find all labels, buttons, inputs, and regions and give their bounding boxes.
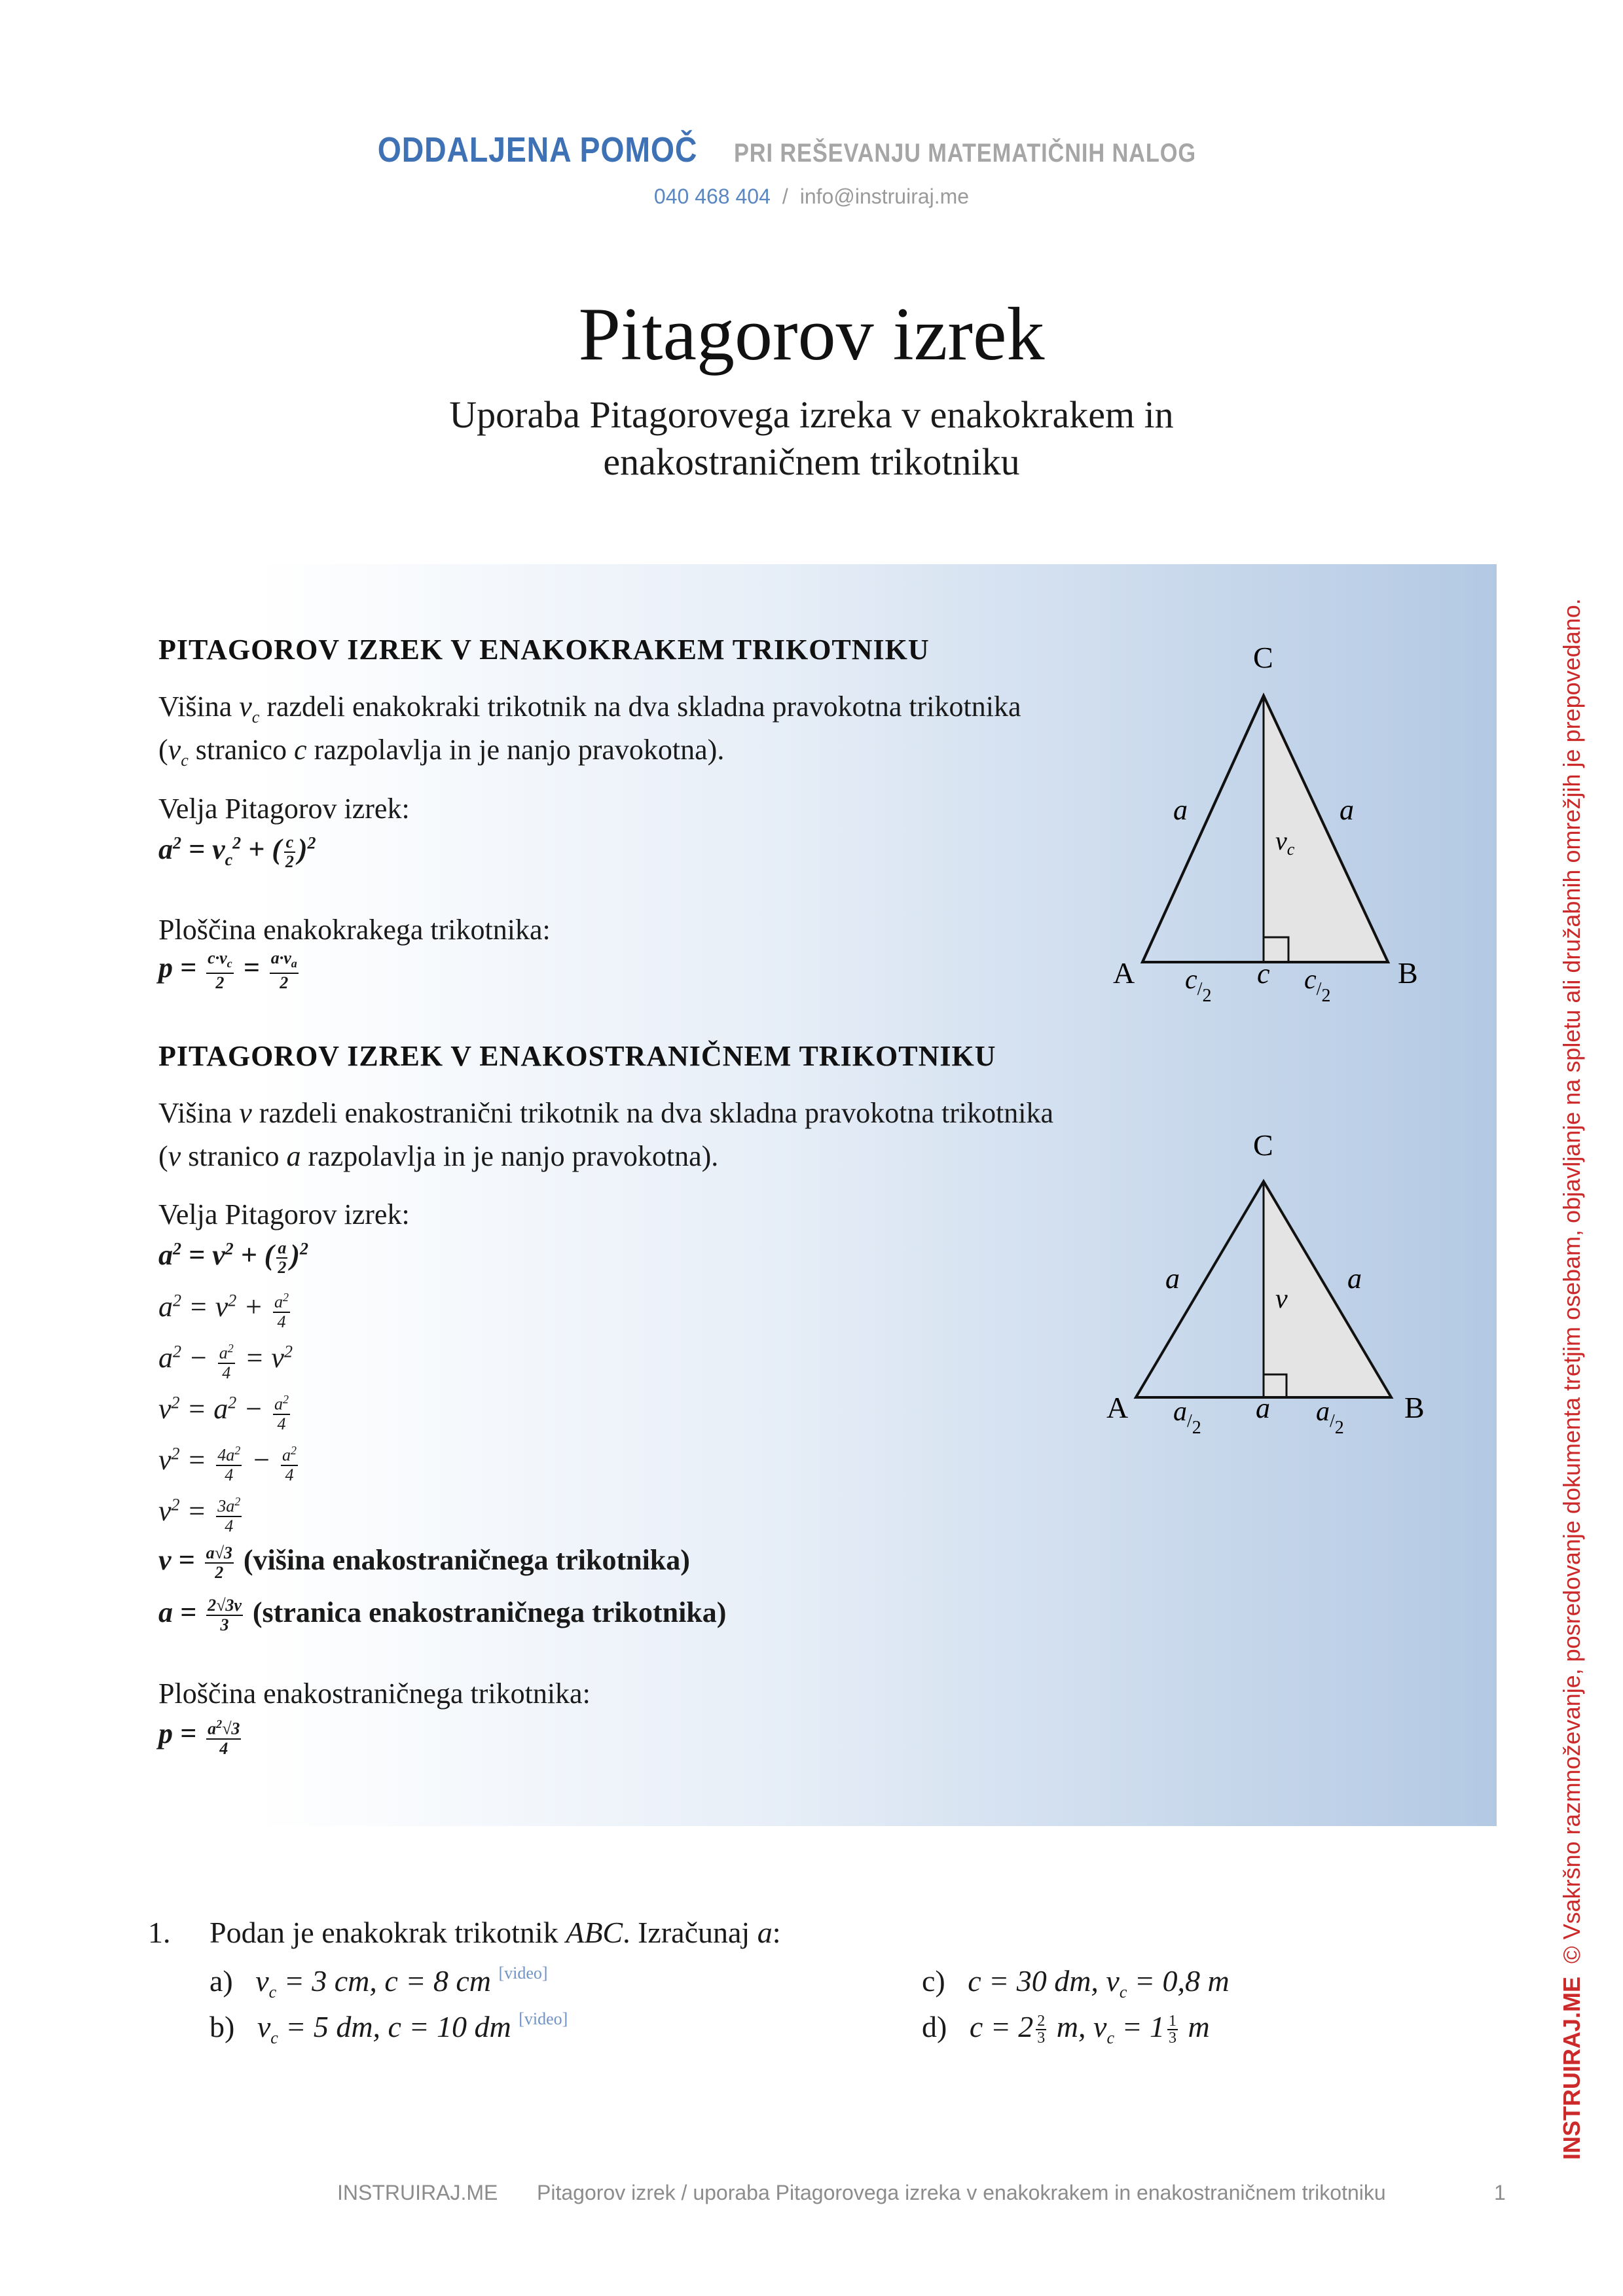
section1-formula-area: p = $\frac{c\cdot v_c}{2}$ = $\frac{a\cdot v_a}{2}$ xyxy=(158,948,297,993)
header-contact xyxy=(0,185,1623,209)
header-separator: / xyxy=(782,185,788,208)
fig1-half-left: $c_{/2}$ xyxy=(1185,965,1212,1006)
fig2-half-left: $a_{/2}$ xyxy=(1173,1397,1201,1438)
page-title: Pitagorov izrek xyxy=(578,293,1045,376)
section2-formula-2: $a^2 = v^2$ + $\frac{a^2}{4}$ xyxy=(158,1288,293,1331)
section2-formula-3: $a^2$ − $\frac{a^2}{4}$ = $v^2$ xyxy=(158,1339,293,1382)
header-brand-strong: ODDALJENA POMOČ xyxy=(378,130,698,170)
section1-text-line1: Višina $v_c$ razdeli enakokraki trikotnik na dva skladna pravokotna trikotnika xyxy=(158,691,1021,726)
section1-area-label: Ploščina enakokrakega trikotnika: xyxy=(158,914,551,946)
section2-formula-4: $v^2 = a^2$ − $\frac{a^2}{4}$ xyxy=(158,1390,293,1433)
fig2-side-a-left: a xyxy=(1165,1263,1180,1295)
task-1-number: 1. xyxy=(148,1916,171,1949)
fig2-side-a-right: a xyxy=(1347,1263,1362,1295)
subtitle-line-2: enakostraničnem trikotniku xyxy=(603,440,1020,483)
section2-formula-height: v = $\frac{a√3}{2}$ (višina enakostraničnega trikotnika) xyxy=(158,1543,690,1582)
section2-heading: PITAGOROV IZREK V ENAKOSTRANIČNEM TRIKOTNIKU xyxy=(158,1040,996,1072)
section2-text-line1: Višina v razdeli enakostranični trikotnik na dva skladna pravokotna trikotnika xyxy=(158,1097,1054,1129)
task-1-item-a: a) $v_c = 3$ cm, c = 8 cm [video] xyxy=(210,1964,548,2002)
fig2-height-label: v xyxy=(1275,1284,1288,1314)
fig2-vertex-b: B xyxy=(1404,1391,1425,1424)
side-copyright-text: © Vsakršno razmnoževanje, posredovanje dokumenta tretjim osebam, objavljanje na spletu ali družabnih omrežjih je prepovedano. xyxy=(1558,598,1585,1964)
section1-formula-pythagoras: $a^2 = v_c^2$ + ( $\frac{c}{2}$ )$^2$ xyxy=(158,832,316,871)
header-phone[interactable]: 040 468 404 xyxy=(653,185,771,208)
section2-area-label: Ploščina enakostraničnega trikotnika: xyxy=(158,1677,591,1710)
section2-formula-area: p = $\frac{a^2√3}{4}$ xyxy=(158,1715,244,1758)
section1-text-line2: ($v_c$ stranico c razpolavlja in je nanjo pravokotna). xyxy=(158,734,725,770)
header-email[interactable]: info@instruiraj.me xyxy=(799,185,970,208)
section2-velja: Velja Pitagorov izrek: xyxy=(158,1198,410,1230)
task-1-item-b: b) $v_c = 5$ dm, c = 10 dm [video] xyxy=(210,2009,568,2048)
task-1-intro: Podan je enakokrak trikotnik ABC. Izračunaj a: xyxy=(210,1916,781,1949)
fig2-half-right: $a_{/2}$ xyxy=(1316,1397,1344,1438)
equilateral-triangle-figure xyxy=(1100,1132,1453,1460)
video-link-b[interactable]: [video] xyxy=(519,2009,568,2028)
fig1-base-c: c xyxy=(1257,958,1270,990)
fig2-vertex-a: A xyxy=(1106,1391,1129,1424)
fig1-vertex-c: C xyxy=(1253,641,1273,674)
section2-text-line2: (v stranico a razpolavlja in je nanjo pravokotna). xyxy=(158,1140,719,1172)
fig2-vertex-c: C xyxy=(1253,1132,1273,1162)
task-1-item-d: d) c = 2 $\frac{2}{3}$ m, $v_c = 1$ $\frac{1}{3}$ m xyxy=(922,2010,1210,2048)
side-brand: INSTRUIRAJ.ME xyxy=(1558,1976,1585,2160)
section1-velja: Velja Pitagorov izrek: xyxy=(158,793,410,825)
fig1-side-a-right: a xyxy=(1340,794,1354,826)
fig1-side-a-left: a xyxy=(1173,794,1188,826)
subtitle-line-1: Uporaba Pitagorovega izreka v enakokrakem in xyxy=(449,393,1174,436)
video-link-a[interactable]: [video] xyxy=(498,1964,548,1982)
section1-heading: PITAGOROV IZREK V ENAKOKRAKEM TRIKOTNIKU xyxy=(158,634,930,666)
footer-text: Pitagorov izrek / uporaba Pitagorovega izreka v enakokrakem in enakostraničnem trikotniku xyxy=(537,2181,1386,2204)
page-number: 1 xyxy=(1494,2181,1506,2204)
copyright-side-note xyxy=(1558,598,1586,2160)
section2-formula-5: $v^2$ = $\frac{4a^2}{4}$ − $\frac{a^2}{4}$ xyxy=(158,1441,301,1484)
fig1-vertex-b: B xyxy=(1398,956,1418,990)
fig2-base-a: a xyxy=(1256,1392,1270,1424)
footer-brand: INSTRUIRAJ.ME xyxy=(337,2181,498,2204)
fig1-height-label: $v_c$ xyxy=(1275,826,1295,859)
header-tagline xyxy=(0,130,1623,170)
section2-formula-1: $a^2 = v^2$ + ( $\frac{a}{2}$ )$^2$ xyxy=(158,1238,308,1277)
fig1-half-right: $c_{/2}$ xyxy=(1304,965,1331,1006)
section2-formula-side: a = $\frac{2√3v}{3}$ (stranica enakostraničnega trikotnika) xyxy=(158,1595,727,1634)
task-1-item-c: c) c = 30 dm, $v_c = 0,8$ m xyxy=(922,1964,1230,2002)
section2-formula-6: $v^2$ = $\frac{3a^2}{4}$ xyxy=(158,1492,244,1535)
page-subtitle xyxy=(275,391,1348,486)
header-brand-rest: PRI REŠEVANJU MATEMATIČNIH NALOG xyxy=(733,139,1196,168)
fig1-vertex-a: A xyxy=(1113,956,1135,990)
isosceles-triangle-figure xyxy=(1100,641,1453,1021)
